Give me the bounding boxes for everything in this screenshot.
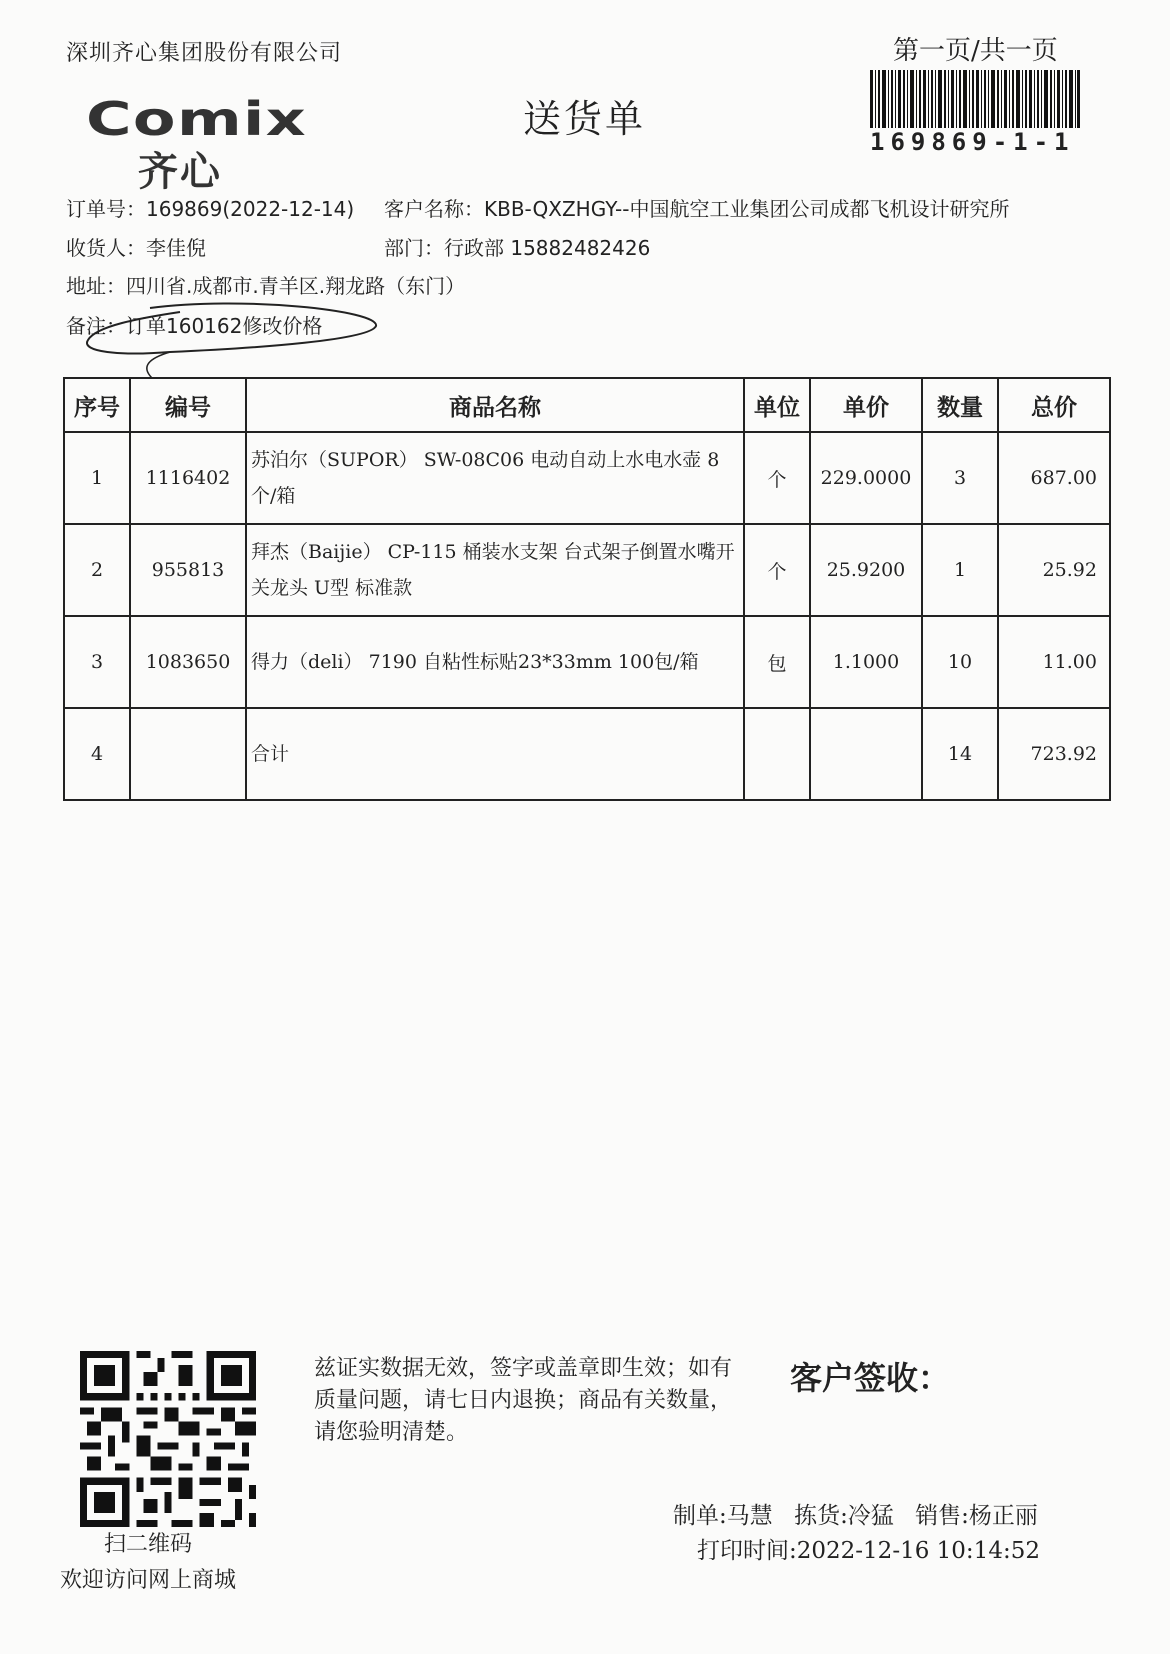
table-row <box>64 616 1110 708</box>
cell-seq: 4 <box>64 708 130 800</box>
comix-logo <box>86 92 308 195</box>
cell-total: 687.00 <box>998 432 1110 524</box>
logo-chinese: 齐心 <box>138 149 222 195</box>
barcode-number: 169869-1-1 <box>870 128 1075 156</box>
receiver: 收货人：李佳倪 <box>66 236 206 260</box>
staff-line <box>673 1497 1038 1530</box>
col-price: 单价 <box>810 378 922 432</box>
customer-signature-label: 客户签收： <box>790 1359 951 1397</box>
table-row <box>64 524 1110 616</box>
cell-unit: 包 <box>744 616 810 708</box>
picker: 拣货:冷猛 <box>794 1503 894 1529</box>
table-header-row <box>64 378 1110 432</box>
logo-english: Comix <box>86 92 308 146</box>
address: 地址：四川省.成都市.青羊区.翔龙路（东门） <box>66 274 466 298</box>
cell-code: 955813 <box>130 524 246 616</box>
col-name: 商品名称 <box>246 378 744 432</box>
table-total-row <box>64 708 1110 800</box>
cell-name: 合计 <box>246 708 744 800</box>
page-title: 送货单 <box>523 97 647 141</box>
page-info: 第一页/共一页 <box>893 36 1058 66</box>
cell-qty: 10 <box>922 616 998 708</box>
col-seq: 序号 <box>64 378 130 432</box>
col-qty: 数量 <box>922 378 998 432</box>
company-name: 深圳齐心集团股份有限公司 <box>66 41 343 66</box>
cell-name: 拜杰（Baijie） CP-115 桶装水支架 台式架子倒置水嘴开关龙头 U型 标准款 <box>246 524 744 616</box>
print-time: 打印时间:2022-12-16 10:14:52 <box>697 1538 1040 1564</box>
cell-unit: 个 <box>744 524 810 616</box>
table-row <box>64 432 1110 524</box>
barcode-icon <box>870 70 1080 128</box>
cell-seq: 3 <box>64 616 130 708</box>
cell-name: 得力（deli） 7190 自粘性标贴23*33mm 100包/箱 <box>246 616 744 708</box>
cell-name: 苏泊尔（SUPOR） SW-08C06 电动自动上水电水壶 8个/箱 <box>246 432 744 524</box>
cell-qty: 14 <box>922 708 998 800</box>
cell-unit: 个 <box>744 432 810 524</box>
qr-caption-line1: 扫二维码 <box>104 1532 193 1557</box>
cell-price: 229.0000 <box>810 432 922 524</box>
cell-qty: 1 <box>922 524 998 616</box>
cell-code <box>130 708 246 800</box>
col-code: 编号 <box>130 378 246 432</box>
remark: 备注：订单160162修改价格 <box>66 314 323 338</box>
cell-price: 25.9200 <box>810 524 922 616</box>
cell-unit <box>744 708 810 800</box>
department: 部门：行政部 15882482426 <box>384 236 651 260</box>
col-total: 总价 <box>998 378 1110 432</box>
cell-qty: 3 <box>922 432 998 524</box>
cell-code: 1083650 <box>130 616 246 708</box>
cell-total: 723.92 <box>998 708 1110 800</box>
hand-drawn-circle-icon <box>80 300 390 385</box>
cell-price <box>810 708 922 800</box>
cell-price: 1.1000 <box>810 616 922 708</box>
cell-seq: 2 <box>64 524 130 616</box>
cell-total: 25.92 <box>998 524 1110 616</box>
salesperson: 销售:杨正丽 <box>915 1503 1038 1529</box>
qr-code-icon[interactable] <box>80 1351 256 1527</box>
qr-caption-line2: 欢迎访问网上商城 <box>60 1568 237 1593</box>
cell-seq: 1 <box>64 432 130 524</box>
maker: 制单:马慧 <box>673 1503 773 1529</box>
notice-text: 兹证实数据无效，签字或盖章即生效；如有质量问题，请七日内退换；商品有关数量，请您验明清楚。 <box>314 1356 733 1445</box>
col-unit: 单位 <box>744 378 810 432</box>
qr-caption <box>60 1527 236 1599</box>
customer-name: 客户名称：KBB-QXZHGY--中国航空工业集团公司成都飞机设计研究所 <box>384 197 1010 221</box>
order-number: 订单号：169869(2022-12-14) <box>66 197 355 221</box>
cell-total: 11.00 <box>998 616 1110 708</box>
delivery-table <box>63 377 1111 801</box>
cell-code: 1116402 <box>130 432 246 524</box>
